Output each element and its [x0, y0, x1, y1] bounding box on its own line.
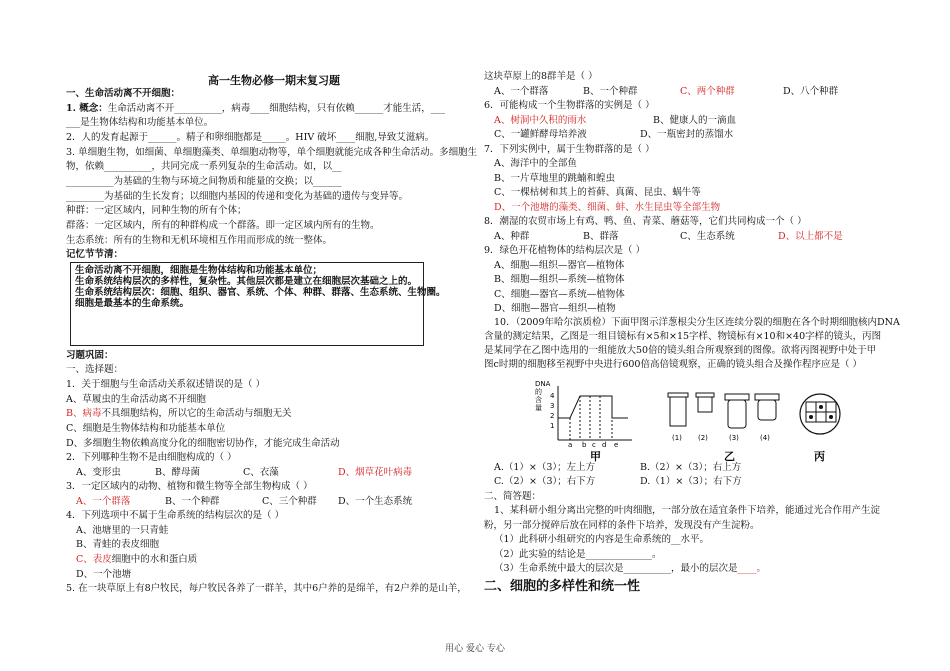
option-1d: D、多细胞生物依赖高度分化的细胞密切协作，才能完成生命活动: [66, 438, 340, 449]
lens-1: [670, 396, 686, 426]
option-7d: D、一个池塘的藻类、细菌、蚌、水生昆虫等全部生物: [494, 202, 721, 213]
tick-2: 2: [550, 412, 555, 420]
lens-4: [758, 400, 776, 420]
option-7b: B、一片草地里的跳蝻和蝗虫: [494, 173, 615, 184]
lens-label-2: (2): [698, 434, 708, 442]
short-answer-line-1: 1、某科研小组分离出完整的叶肉细胞，一部分放在适宜条件下培养，能通过光合作用产生淀: [494, 505, 881, 516]
cell: [826, 402, 836, 412]
lens-3-top: [725, 394, 749, 400]
option-9b: B、细胞—组织—系统—植物体: [494, 274, 625, 285]
question-10-line-4: 图c时期的细胞移至视野中央进行600倍高倍镜观察，正确的镜头组合及操作程序应是（ ）: [484, 359, 862, 370]
x-tick-a: a: [568, 441, 573, 449]
question-3: 3．一定区域内的动物、植物和微生物等全部生物构成（ ）: [66, 481, 313, 492]
label-jia: 甲: [590, 450, 601, 462]
option-6c: C、一罐鲜酵母培养液: [494, 129, 587, 140]
concept-line-4: 3. 单细胞生物，如细菌、单细胞藻类、单细胞动物等，单个细胞就能完成各种生命活动。多细胞生: [66, 147, 478, 158]
option-10c: C.（2）×（3）；右下方: [494, 476, 596, 487]
nucleus: [809, 415, 813, 419]
question-10-line-3: 是某同学在乙图中选用的一组能放大50倍的镜头组合所观察到的图像。欲将丙图视野中处于甲: [484, 345, 877, 356]
option-1b: B、病毒不具细胞结构，所以它的生命活动与细胞无关: [66, 408, 292, 419]
tick-4: 4: [550, 392, 555, 400]
nucleus: [819, 405, 823, 409]
exercise-title: 习题巩固：: [66, 350, 114, 361]
lens-1-top: [668, 393, 688, 397]
concept-line-5: 物，依赖__________，共同完成一系列复杂的生命活动。如，以__: [66, 161, 342, 172]
option-3d: D、一个生态系统: [338, 496, 413, 507]
option-2a: A、变形虫: [76, 467, 121, 478]
option-5b: B、一个种群: [583, 86, 638, 97]
lens-3: [728, 400, 746, 428]
concept-line-9: 群落：一定区域内，所有的种群构成一个群落。即一定区域内所有的生物。: [66, 220, 380, 231]
question-4: 4．下列选项中不属于生命系统的结构层次的是（ ）: [66, 510, 285, 521]
view-bing: [800, 394, 840, 462]
section-short-answer: 二、简答题：: [484, 491, 542, 502]
option-2d: D、烟草花叶病毒: [338, 467, 413, 478]
x-tick-d: d: [602, 441, 607, 449]
option-10b: B.（2）×（3）；右上方: [640, 462, 742, 473]
label-bing: 丙: [814, 450, 825, 462]
option-2b: B、酵母菌: [155, 467, 200, 478]
option-3a: A、一个群落: [76, 496, 131, 507]
graph-ylabel: DNA: [535, 380, 551, 388]
cell: [816, 412, 826, 422]
question-2: 2．下列哪种生物不是由细胞构成的（ ）: [66, 452, 237, 463]
concept-line-3: 2．人的发育起源于______。精子和卵细胞都是_____。HIV 破坏____细胞,导致艾滋病。: [66, 132, 435, 143]
option-3b: B、一个种群: [165, 496, 220, 507]
label-yi: 乙: [724, 450, 735, 462]
dna-curve: [558, 396, 628, 418]
option-2c: C、衣藻: [243, 467, 279, 478]
short-answer-line-3: （1）此科研小组研究的内容是生命系统的__水平。: [494, 534, 710, 545]
concept-line-6: __________为基础的生物与环境之间物质和能量的交换；以______: [66, 176, 342, 187]
page-footer: 用心 爱心 专心: [445, 644, 505, 654]
question-1: 1．关于细胞与生命活动关系叙述错误的是（ ）: [66, 379, 266, 390]
lens-2: [698, 396, 712, 412]
memo-line: 生命系统结构层次的多样性，复杂性。其他层次都是建立在细胞层次基础之上的。: [75, 276, 418, 287]
option-1c: C、细胞是生物体结构和功能基本单位: [66, 423, 226, 434]
option-8c: C、生态系统: [680, 231, 735, 242]
exercise-subtitle: 一、选择题：: [66, 364, 124, 375]
question-6: 6．可能构成一个生物群落的实例是（ ）: [484, 100, 655, 111]
option-7a: A、海洋中的全部鱼: [494, 158, 577, 169]
option-8b: B、群落: [583, 231, 619, 242]
short-answer-line-5: （3）生命系统中最大的层次是__________，最小的层次是____。: [494, 563, 767, 574]
lens-label-4: (4): [760, 434, 770, 442]
option-9c: C、细胞—器官—系统—植物体: [494, 289, 625, 300]
option-4b: B、青蛙的表皮细胞: [76, 539, 159, 550]
option-4c: C、表皮细胞中的水和蛋白质: [76, 554, 198, 565]
lens-label-3: (3): [729, 434, 739, 442]
option-8a: A、种群: [494, 231, 530, 242]
lens-2-top: [696, 393, 714, 397]
concept-line-10: 生态系统：所有的生物和无机环境相互作用而形成的统一整体。: [66, 235, 333, 246]
lenses-yi: [668, 393, 779, 462]
option-9d: D、细胞—器官—组织—植物: [494, 303, 616, 314]
memo-line: 细胞是最基本的生命系统。: [75, 298, 190, 309]
concept-line-8: 种群：一定区域内，同种生物的所有个体；: [66, 205, 247, 216]
graph-ylabel-2: 的: [535, 388, 542, 396]
question-10-line-1: 10．（2009年哈尔滨质检）下面甲图示洋葱根尖分生区连续分裂的细胞在各个时期细胞核内DNA: [494, 317, 900, 328]
question-10-line-2: 含量的测定结果，乙图是一组目镜标有×5和×15字样、物镜标有×10和×40字样的镜头，丙图: [484, 331, 882, 342]
memo-box: [70, 262, 446, 346]
lens-label-1: (1): [672, 434, 682, 442]
option-4a: A、池塘里的一只青蛙: [76, 525, 169, 536]
memo-line: 生命活动离不开细胞，细胞是生物体结构和功能基本单位；: [75, 265, 323, 276]
concept-line-1: 1. 概念：生命活动离不开__________，病毒____细胞结构，只有依赖______才能生活，___: [66, 103, 445, 114]
section-heading-1: 一、生命活动离不开细胞：: [66, 88, 181, 99]
section-heading-2: 二、细胞的多样性和统一性: [484, 579, 641, 594]
option-1a: A、草履虫的生命活动离不开细胞: [66, 394, 206, 405]
option-10d: D.（1）×（3）；右下方: [640, 476, 742, 487]
cell: [806, 402, 816, 412]
option-6a: A、树洞中久积的雨水: [494, 115, 587, 126]
memo-line: 生命系统结构层次：细胞、组织、器官、系统、个体、种群、群落、生态系统、生物圈。: [75, 287, 446, 298]
page-title: 高一生物必修一期末复习题: [208, 74, 340, 87]
nucleus: [829, 415, 833, 419]
short-answer-line-4: （2）此实验的结论是______________。: [494, 549, 662, 560]
option-3c: C、三个种群: [262, 496, 317, 507]
x-tick-b: b: [582, 441, 587, 449]
option-9a: A、细胞—组织—器官—植物体: [494, 260, 625, 271]
tick-1: 1: [550, 422, 555, 430]
option-7c: C、一棵枯树和其上的苔藓、真菌、昆虫、蜗牛等: [494, 187, 701, 198]
question-9: 9．绿色开花植物体的结构层次是（ ）: [484, 245, 646, 256]
graph-jia: [535, 380, 632, 462]
option-10a: A.（1）×（3）；左上方: [494, 462, 596, 473]
option-5c: C、两个种群: [680, 86, 735, 97]
option-4d: D、一个池塘: [76, 569, 132, 580]
graph-ylabel-3: 含: [535, 396, 542, 404]
concept-line-7: ________为基础的生长发育；以细胞内基因的传递和变化为基础的遗传与变异等。: [66, 191, 409, 202]
question-5-cont: 这块草原上的8群羊是（ ）: [484, 71, 598, 82]
x-tick-e: e: [614, 441, 619, 449]
question-7: 7．下列实例中，属于生物群落的是（ ）: [484, 144, 655, 155]
concept-line-2: ___是生物体结构和功能基本单位。: [66, 117, 214, 128]
lens-4-top: [755, 394, 779, 400]
x-tick-c: c: [592, 441, 596, 449]
question-5: 5. 在一块草原上有8户牧民，每户牧民各养了一群羊，其中6户养的是绵羊，有2户养的是山羊，: [66, 583, 467, 594]
graph-ylabel-4: 量: [535, 404, 542, 412]
memo-title: 记忆节节清：: [66, 249, 124, 260]
figure-q10: [532, 376, 852, 462]
option-6b: B、健康人的一滴血: [653, 115, 736, 126]
option-8d: D、以上都不是: [778, 231, 843, 242]
question-8: 8．潮湿的农贸市场上有鸡、鸭、鱼、青菜、蘑菇等，它们共同构成一个（ ）: [484, 216, 807, 227]
option-5a: A、一个群落: [494, 86, 549, 97]
option-5d: D、八个种群: [783, 86, 839, 97]
tick-3: 3: [550, 402, 555, 410]
option-6d: D、一瓶密封的蒸馏水: [640, 129, 734, 140]
short-answer-line-2: 粉，另一部分搅碎后放在同样的条件下培养，发现没有产生淀粉。: [484, 520, 760, 531]
